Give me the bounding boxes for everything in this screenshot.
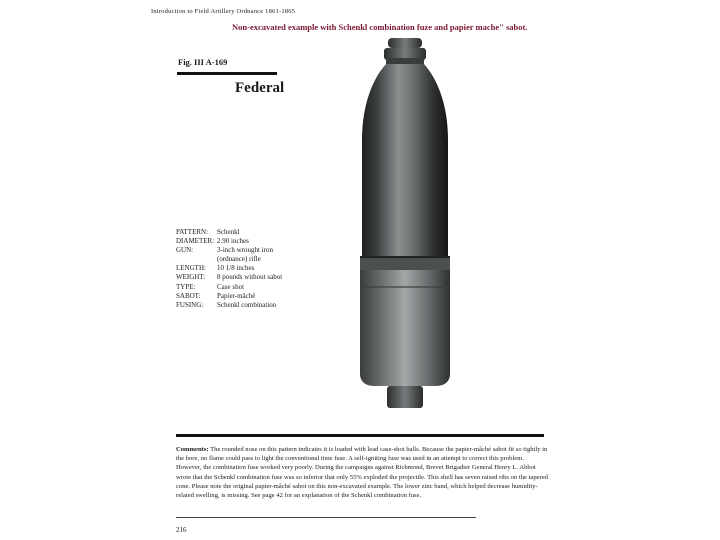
- comments-rule: [176, 434, 544, 437]
- figure-label: Fig. III A-169: [178, 57, 228, 67]
- spec-label: TYPE:: [176, 282, 196, 291]
- sabot-base: [387, 386, 423, 408]
- running-header: Introduction to Field Artillery Ordnance 1861-1865: [151, 8, 296, 15]
- sabot-line: [360, 286, 450, 288]
- comments-paragraph: [176, 445, 548, 500]
- spec-label: WEIGHT:: [176, 273, 206, 282]
- comments-label: Comments:: [176, 446, 209, 453]
- comments-text: The rounded nose on this pattern indicates it is loaded with lead case-shot balls. Because the papier-mâché sabot fit so tightly in the bore, no flame could pass to light the conventional time fuse. A self-igniting fuse was used in an attempt to correct this problem. However, the combination fuse worked very poorly. During the campaigns against Richmond, Brevet Brigadier General Henry L. Abbot wrote that the Schenkl combination fuse was so inferior that only 55% exploded the projectile. This shell has seven raised ribs on the tapered cone. Please note the original papier-mâché sabot on this non-excavated example. The lower zinc band, which helped decrease humidity-related swelling, is missing. See page 42 for an explanation of the Schenkl combination fuse.: [176, 446, 548, 500]
- spec-value: 8 pounds without sabot: [217, 273, 283, 282]
- spec-row: [176, 292, 327, 301]
- figure-subtitle: Non-excavated example with Schenkl combination fuze and papier mache" sabot.: [232, 22, 528, 32]
- spec-label: PATTERN:: [176, 228, 209, 236]
- spec-label: SABOT:: [176, 291, 201, 300]
- shell-band: [360, 256, 450, 270]
- spec-value: Schenkl: [217, 228, 240, 236]
- band-edge: [360, 256, 450, 258]
- spec-value: 10 1/8 inches: [217, 264, 255, 273]
- spec-row: [176, 264, 327, 273]
- spec-value: 3-inch wrought iron (ordnance) rifle: [217, 246, 273, 264]
- projectile-photo: [340, 30, 470, 430]
- fuze-cap: [388, 38, 422, 48]
- page-number: 216: [176, 526, 187, 534]
- spec-label: LENGTH:: [176, 264, 206, 273]
- spec-value: Case shot: [217, 282, 245, 291]
- spec-row: [176, 273, 327, 282]
- spec-row: [176, 283, 327, 292]
- spec-label: GUN:: [176, 246, 194, 255]
- spec-table: [176, 228, 327, 310]
- spec-value: 2.90 inches: [217, 237, 249, 246]
- spec-row: [176, 301, 327, 310]
- page-heading: Federal: [235, 80, 285, 96]
- spec-label: DIAMETER:: [176, 237, 215, 246]
- footer-rule: [176, 517, 476, 518]
- shell-body: [362, 64, 448, 258]
- spec-row: [176, 228, 327, 237]
- spec-value: Papier-mâché: [217, 291, 256, 300]
- heading-rule: [177, 72, 277, 75]
- spec-row: [176, 246, 327, 264]
- schenkl-projectile-image: [340, 30, 470, 430]
- spec-value: Schenkl combination: [217, 300, 277, 309]
- spec-row: [176, 237, 327, 246]
- fuze-collar: [386, 58, 424, 64]
- spec-label: FUSING:: [176, 300, 204, 309]
